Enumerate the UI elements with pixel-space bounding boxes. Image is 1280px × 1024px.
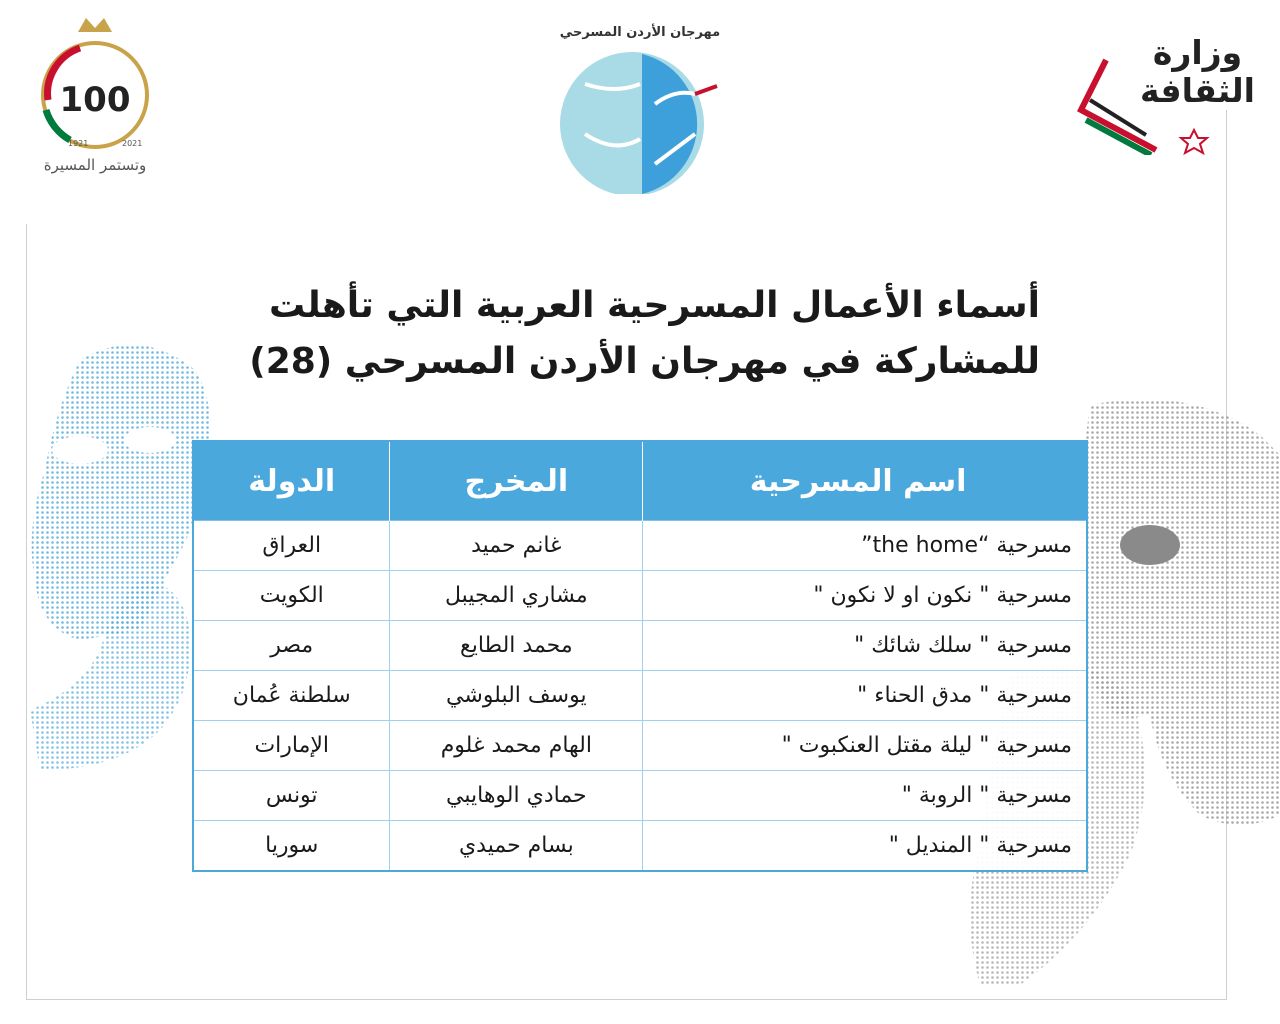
cell-play: مسرحية " مدق الحناء " [643,671,1087,721]
cell-play: مسرحية " ليلة مقتل العنكبوت " [643,721,1087,771]
centennial-year-start: 1921 [68,139,89,148]
cell-director: حمادي الوهايبي [390,771,643,821]
page-title [230,278,1040,390]
header-play-name: اسم المسرحية [643,441,1087,521]
cell-country: العراق [193,521,390,571]
cell-play: مسرحية " نكون او لا نكون " [643,571,1087,621]
table-row [193,621,1087,671]
jordan-theater-festival-logo [545,14,730,194]
plays-table [192,440,1088,872]
ministry-name [1140,34,1255,110]
centennial-logo [20,10,170,180]
crown-icon [78,18,112,32]
cell-country: الإمارات [193,721,390,771]
table-row [193,721,1087,771]
cell-director: يوسف البلوشي [390,671,643,721]
table-row [193,571,1087,621]
ministry-line1: وزارة [1152,33,1243,72]
table-header-row [193,441,1087,521]
table-row [193,821,1087,872]
cell-country: سوريا [193,821,390,872]
festival-name: مهرجان الأردن المسرحي [559,25,721,40]
cell-director: مشاري المجيبل [390,571,643,621]
star-icon [1181,130,1207,153]
header-director: المخرج [390,441,643,521]
ministry-line2: الثقافة [1140,71,1255,110]
centennial-number: 100 [59,80,131,120]
cell-play: مسرحية " سلك شائك " [643,621,1087,671]
cell-play: مسرحية “the home” [643,521,1087,571]
cell-country: الكويت [193,571,390,621]
cell-play: مسرحية " المنديل " [643,821,1087,872]
cell-country: سلطنة عُمان [193,671,390,721]
title-line1: أسماء الأعمال المسرحية العربية التي تأهلت [269,285,1040,326]
header-country: الدولة [193,441,390,521]
cell-director: غانم حميد [390,521,643,571]
cell-director: محمد الطايع [390,621,643,671]
centennial-year-end: 2021 [122,139,143,148]
table-row [193,771,1087,821]
title-line2: للمشاركة في مهرجان الأردن المسرحي (28) [249,341,1040,382]
cell-country: تونس [193,771,390,821]
cell-director: الهام محمد غلوم [390,721,643,771]
cell-play: مسرحية " الروبة " [643,771,1087,821]
centennial-caption: وتستمر المسيرة [43,156,147,174]
table-row [193,521,1087,571]
cell-country: مصر [193,621,390,671]
table-row [193,671,1087,721]
cell-director: بسام حميدي [390,821,643,872]
